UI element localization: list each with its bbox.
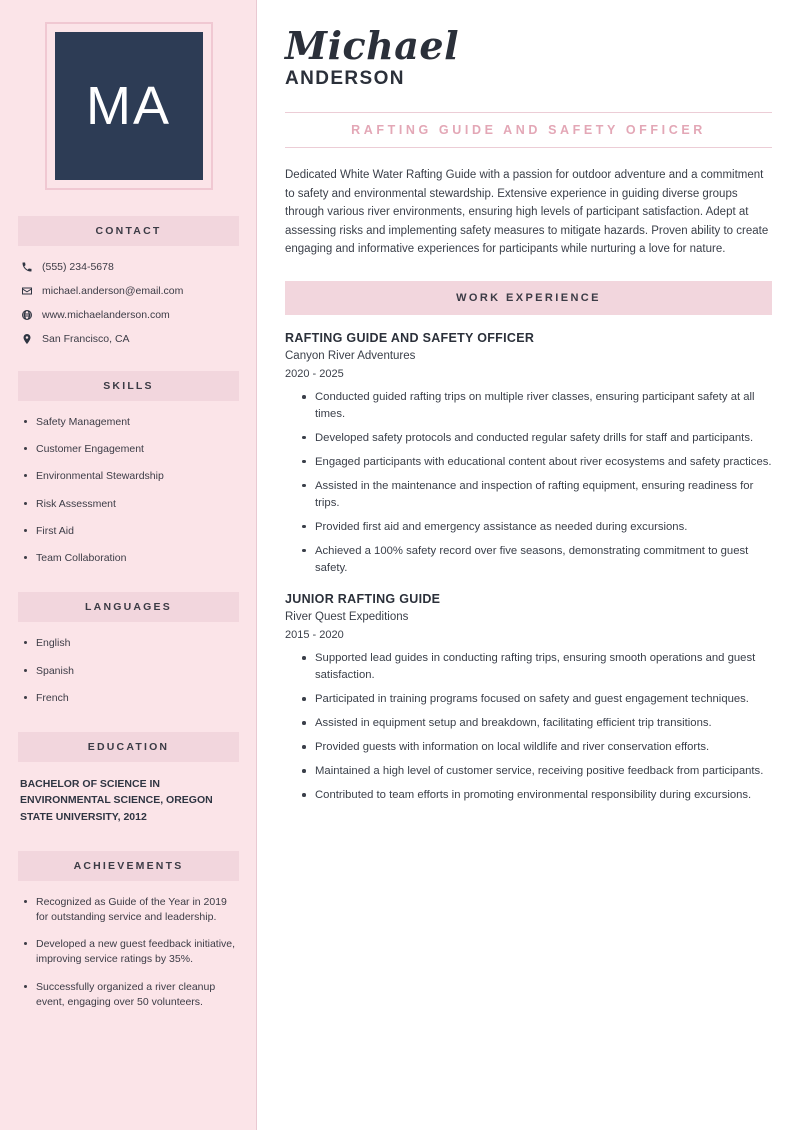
list-item: English	[22, 636, 239, 651]
achievements-list	[18, 895, 239, 1010]
achievements-heading: ACHIEVEMENTS	[18, 851, 239, 881]
job-title: RAFTING GUIDE AND SAFETY OFFICER	[285, 331, 535, 346]
list-item: Maintained a high level of customer service, receiving positive feedback from participants.	[301, 763, 772, 780]
first-name: Michael	[285, 23, 459, 68]
list-item: First Aid	[22, 524, 239, 539]
list-item: Assisted in equipment setup and breakdown, facilitating efficient trip transitions.	[301, 715, 772, 732]
list-item: Environmental Stewardship	[22, 469, 239, 484]
monogram-frame	[45, 22, 213, 190]
list-item: French	[22, 691, 239, 706]
list-item: Supported lead guides in conducting rafting trips, ensuring smooth operations and guest satisfaction.	[301, 650, 772, 684]
education-heading: EDUCATION	[18, 732, 239, 762]
list-item: Conducted guided rafting trips on multiple river classes, ensuring participant safety at all times.	[301, 389, 772, 423]
job-title: JUNIOR RAFTING GUIDE	[285, 592, 441, 607]
job-dates: 2020 - 2025	[285, 368, 344, 381]
list-item: Customer Engagement	[22, 442, 239, 457]
contact-website[interactable]	[18, 308, 239, 321]
list-item: Achieved a 100% safety record over five seasons, demonstrating commitment to guest safety.	[301, 543, 772, 577]
professional-summary: Dedicated White Water Rafting Guide with a passion for outdoor adventure and a commitment to safety and environmental stewardship. Extensive experience in guiding diverse groups through various river environments, ensuring high levels of participant satisfaction. Adept at assessing risks and implementing safety measures to mitigate hazards. Proven ability to create engaging and informative experiences for participants while nurturing a love for nature.	[285, 168, 769, 256]
work-experience-heading: WORK EXPERIENCE	[285, 281, 772, 315]
monogram-initials: MA	[55, 32, 203, 180]
job-responsibilities	[285, 650, 772, 804]
contact-heading: CONTACT	[18, 216, 239, 246]
list-item: Team Collaboration	[22, 551, 239, 566]
contact-phone[interactable]	[18, 260, 239, 273]
job-role-title: RAFTING GUIDE AND SAFETY OFFICER	[285, 112, 772, 148]
list-item: Developed safety protocols and conducted regular safety drills for staff and participants.	[301, 430, 772, 447]
list-item: Provided first aid and emergency assistance as needed during excursions.	[301, 519, 772, 536]
list-item: Provided guests with information on local wildlife and river conservation efforts.	[301, 739, 772, 756]
education-entry: BACHELOR OF SCIENCE IN ENVIRONMENTAL SCIENCE, OREGON STATE UNIVERSITY, 2012	[20, 777, 213, 823]
contact-location[interactable]	[18, 332, 239, 345]
job-company: River Quest Expeditions	[285, 611, 409, 624]
list-item: Successfully organized a river cleanup event, engaging over 50 volunteers.	[22, 980, 239, 1010]
location-pin-icon	[20, 332, 33, 345]
list-item: Participated in training programs focused on safety and guest engagement techniques.	[301, 691, 772, 708]
phone-icon	[20, 260, 33, 273]
contact-website-text: www.michaelanderson.com	[42, 308, 170, 321]
list-item: Recognized as Guide of the Year in 2019 for outstanding service and leadership.	[22, 895, 239, 925]
languages-list	[18, 636, 239, 706]
experience-entry-2	[285, 592, 772, 804]
list-item: Developed a new guest feedback initiative, improving service ratings by 35%.	[22, 937, 239, 967]
contact-phone-text: (555) 234-5678	[42, 260, 114, 273]
skills-heading: SKILLS	[18, 371, 239, 401]
main-content	[257, 0, 800, 1130]
skills-list	[18, 415, 239, 566]
contact-location-text: San Francisco, CA	[42, 332, 130, 345]
contact-email-text: michael.anderson@email.com	[42, 284, 184, 297]
list-item: Contributed to team efforts in promoting environmental responsibility during excursions.	[301, 787, 772, 804]
job-company: Canyon River Adventures	[285, 350, 416, 363]
job-dates: 2015 - 2020	[285, 629, 344, 642]
contact-email[interactable]	[18, 284, 239, 297]
last-name: ANDERSON	[285, 67, 405, 89]
globe-icon	[20, 308, 33, 321]
sidebar	[0, 0, 257, 1130]
experience-entry-1	[285, 331, 772, 576]
contact-list	[18, 260, 239, 345]
list-item: Spanish	[22, 664, 239, 679]
list-item: Risk Assessment	[22, 497, 239, 512]
email-icon	[20, 284, 33, 297]
languages-heading: LANGUAGES	[18, 592, 239, 622]
job-responsibilities	[285, 389, 772, 576]
list-item: Assisted in the maintenance and inspection of rafting equipment, ensuring readiness for trips.	[301, 478, 772, 512]
list-item: Safety Management	[22, 415, 239, 430]
list-item: Engaged participants with educational content about river ecosystems and safety practices.	[301, 454, 772, 471]
